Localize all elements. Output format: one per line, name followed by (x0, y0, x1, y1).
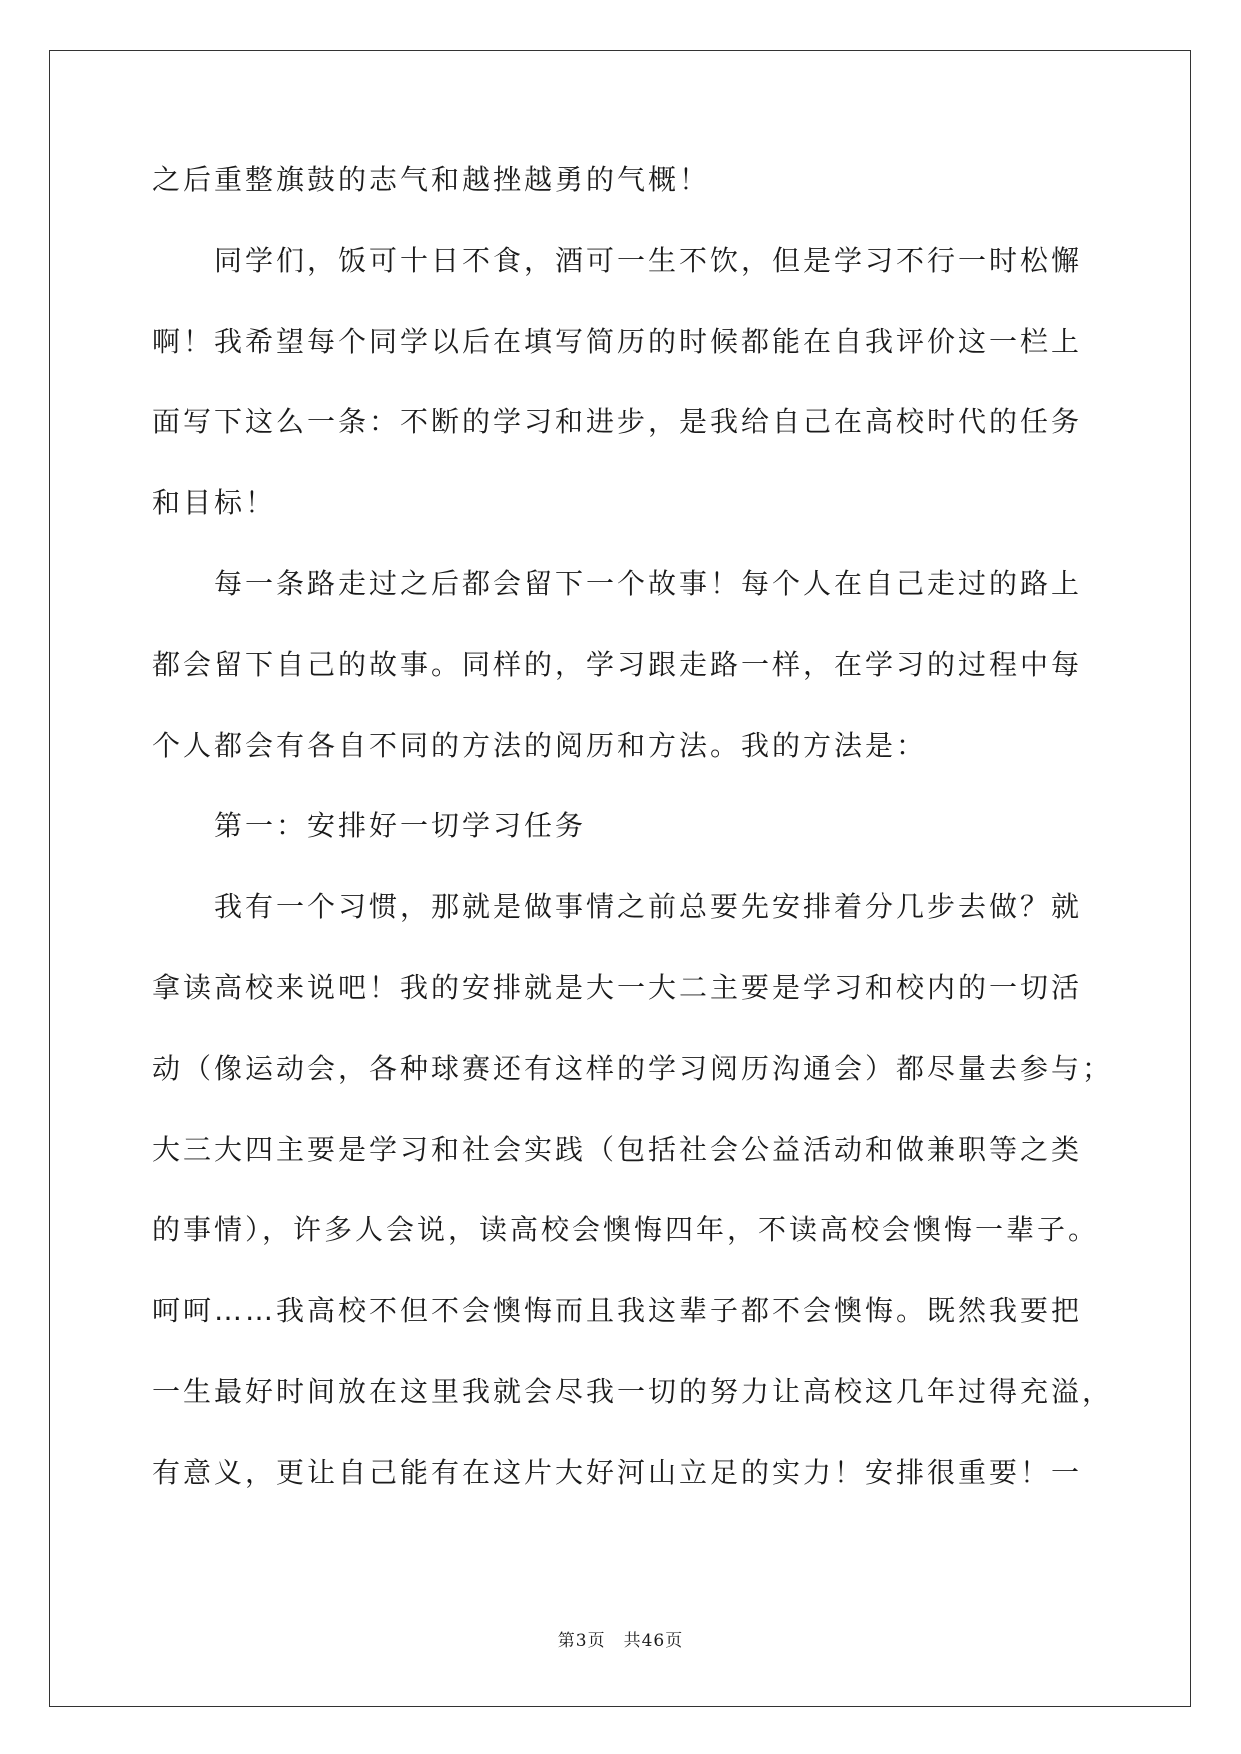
document-body (152, 160, 1114, 1534)
section-heading: 第一：安排好一切学习任务 (214, 809, 587, 843)
text-line: 动（像运动会，各种球赛还有这样的学习阅历沟通会）都尽量去参与； (152, 1051, 1114, 1085)
page-footer: 第3页 共46页 (557, 1631, 684, 1651)
text-line: 一生最好时间放在这里我就会尽我一切的努力让高校这几年过得充溢， (152, 1374, 1114, 1408)
text-line: 和目标！ (152, 486, 277, 520)
text-line: 我有一个习惯，那就是做事情之前总要先安排着分几步去做？就 (214, 890, 1083, 924)
text-line: 啊！我希望每个同学以后在填写简历的时候都能在自我评价这一栏上 (152, 324, 1083, 358)
text-line: 面写下这么一条：不断的学习和进步，是我给自己在高校时代的任务 (152, 405, 1083, 439)
text-line: 呵呵……我高校不但不会懊悔而且我这辈子都不会懊悔。既然我要把 (152, 1294, 1083, 1328)
text-line: 大三大四主要是学习和社会实践（包括社会公益活动和做兼职等之类 (152, 1132, 1083, 1166)
text-line: 每一条路走过之后都会留下一个故事！每个人在自己走过的路上 (214, 566, 1083, 600)
text-line: 之后重整旗鼓的志气和越挫越勇的气概！ (152, 163, 711, 196)
text-line: 同学们，饭可十日不食，酒可一生不饮，但是学习不行一时松懈 (214, 243, 1083, 277)
text-line: 有意义，更让自己能有在这片大好河山立足的实力！安排很重要！一 (152, 1455, 1083, 1489)
text-line: 的事情），许多人会说，读高校会懊悔四年，不读高校会懊悔一辈子。 (152, 1213, 1100, 1247)
text-line: 个人都会有各自不同的方法的阅历和方法。我的方法是： (152, 728, 928, 762)
text-line: 都会留下自己的故事。同样的，学习跟走路一样，在学习的过程中每 (152, 647, 1083, 681)
text-line: 拿读高校来说吧！我的安排就是大一大二主要是学习和校内的一切活 (152, 970, 1083, 1004)
